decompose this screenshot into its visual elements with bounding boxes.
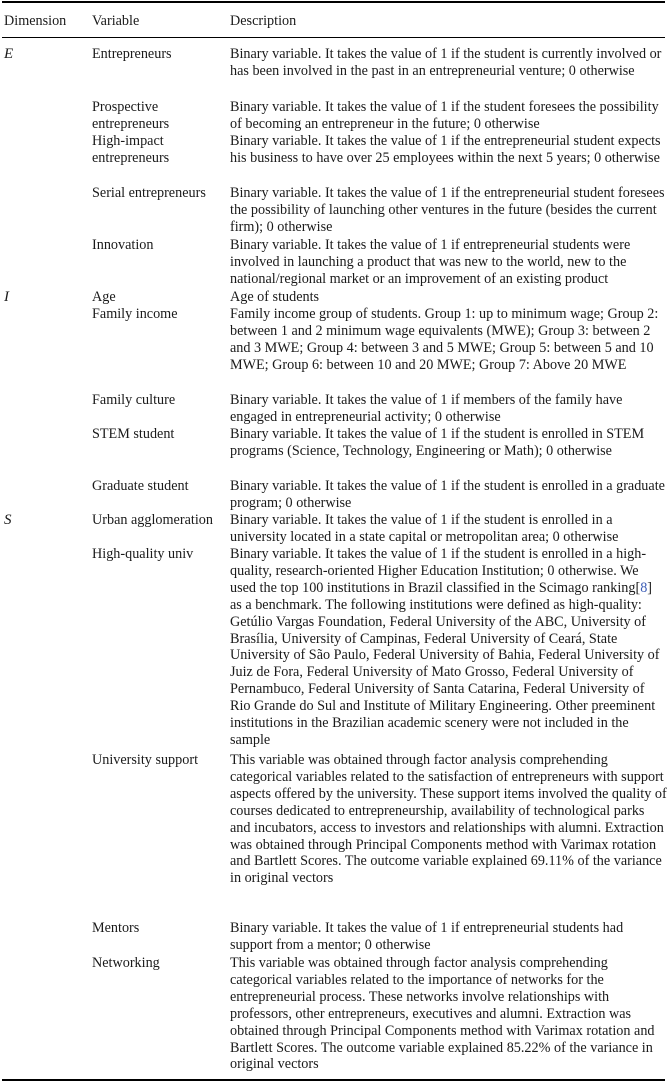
reference-open: [ bbox=[635, 579, 641, 596]
row-variable: Entrepreneurs bbox=[92, 46, 172, 62]
top-rule bbox=[2, 1, 665, 3]
row-description: This variable was obtained through factor analysis comprehending categorical variables related to the importance of networks for the entrepreneurial process. These networks involve relationships with professors, other entrepreneurs, executives and alumni. Extraction was obtained through Principal Components method with Varimax rotation and Bartlett Scores. The outcome variable explained 85.22% of the variance in original vectors bbox=[230, 955, 655, 1073]
row-description: Binary variable. It takes the value of 1 if the student foresees the possibility of becoming an entrepreneur in the future; 0 otherwise bbox=[230, 99, 659, 132]
row-variable: STEM student bbox=[92, 426, 175, 442]
row-variable: Mentors bbox=[92, 920, 140, 936]
row-description-part: Binary variable. It takes the value of 1 if the student is enrolled in a high-quality, research-oriented Higher Education Institution; 0 otherwise. We used the top 100 institutions in Brazil classified in the Scimago ranking bbox=[230, 546, 647, 596]
reference-link[interactable]: 8 bbox=[640, 579, 648, 596]
bottom-rule bbox=[2, 1079, 665, 1081]
row-variable: High-quality univ bbox=[92, 546, 194, 562]
row-description: Binary variable. It takes the value of 1 if the student is enrolled in a graduate program; 0 otherwise bbox=[230, 478, 665, 511]
header-rule bbox=[2, 37, 665, 38]
row-variable: Family income bbox=[92, 306, 178, 322]
row-description-part: as a benchmark. The following institutions were defined as high-quality: Getúlio Vargas Foundation, Federal University of the ABC, University of Brasília, University of Campinas, Federal University of Ceará, State University of São Paulo, Federal University of Bahia, Federal University of Juiz de Fora, Federal University of Mato Grosso, Federal University of Pernambuco, Federal University of Santa Catarina, Federal University of Rio Grande do Sul and Institute of Military Engineering. Other preeminent institutions in the Brazilian academic scenery were not included in the sample bbox=[230, 596, 660, 748]
row-variable: Graduate student bbox=[92, 478, 189, 494]
row-description: Binary variable. It takes the value of 1 if the entrepreneurial student expects his business to have over 25 employees within the next 5 years; 0 otherwise bbox=[230, 133, 661, 166]
row-variable: Serial entrepreneurs bbox=[92, 185, 206, 201]
dimension-s: S bbox=[4, 512, 12, 528]
row-variable: Family culture bbox=[92, 392, 176, 408]
row-description: Binary variable. It takes the value of 1 if entrepreneurial students had support from a mentor; 0 otherwise bbox=[230, 920, 624, 953]
row-variable: University support bbox=[92, 752, 199, 768]
header-variable: Variable bbox=[92, 13, 140, 29]
row-description: Binary variable. It takes the value of 1 if the student is enrolled in STEM programs (Science, Technology, Engineering or Math); 0 otherwise bbox=[230, 426, 645, 459]
row-variable: Innovation bbox=[92, 237, 154, 253]
row-variable: High-impact entrepreneurs bbox=[92, 133, 170, 166]
row-description: Binary variable. It takes the value of 1 if entrepreneurial students were involved in launching a product that was new to the world, new to the national/regional market or an improvement of an existing product bbox=[230, 237, 631, 287]
dimension-i: I bbox=[4, 289, 9, 305]
dimension-e: E bbox=[4, 46, 14, 62]
row-description: Binary variable. It takes the value of 1 if the entrepreneurial student foresees the possibility of launching other ventures in the future (besides the current firm); 0 otherwise bbox=[230, 185, 665, 235]
row-description: Binary variable. It takes the value of 1 if members of the family have engaged in entrepreneurial activity; 0 otherwise bbox=[230, 392, 623, 425]
reference-close: ] bbox=[647, 579, 653, 596]
row-variable: Prospective entrepreneurs bbox=[92, 99, 170, 132]
row-description bbox=[230, 546, 667, 749]
row-description: Binary variable. It takes the value of 1 if the student is enrolled in a university located in a state capital or metropolitan area; 0 otherwise bbox=[230, 512, 619, 545]
row-description: Binary variable. It takes the value of 1 if the student is currently involved or has been involved in the past in an entrepreneurial venture; 0 otherwise bbox=[230, 46, 662, 79]
row-description: Family income group of students. Group 1: up to minimum wage; Group 2: between 1 and 2 minimum wage equivalents (MWE); Group 3: between 2 and 3 MWE; Group 4: between 3 and 5 MWE; Group 5: between 5 and 10 MWE; Group 6: between 10 and 20 MWE; Group 7: Above 20 MWE bbox=[230, 306, 659, 373]
header-dimension: Dimension bbox=[4, 13, 67, 29]
row-description: This variable was obtained through factor analysis comprehending categorical variables related to the satisfaction of entrepreneurs with support aspects offered by the university. These support items involved the quality of courses dedicated to entrepreneurship, availability of technological parks and incubators, access to investors and relationships with alumni. Extraction was obtained through Principal Components method with Varimax rotation and Bartlett Scores. The outcome variable explained 69.11% of the variance in original vectors bbox=[230, 752, 667, 887]
row-variable: Urban agglomeration bbox=[92, 512, 213, 528]
row-variable: Networking bbox=[92, 955, 160, 971]
row-variable: Age bbox=[92, 289, 116, 305]
row-description: Age of students bbox=[230, 289, 320, 305]
header-description: Description bbox=[230, 13, 297, 29]
